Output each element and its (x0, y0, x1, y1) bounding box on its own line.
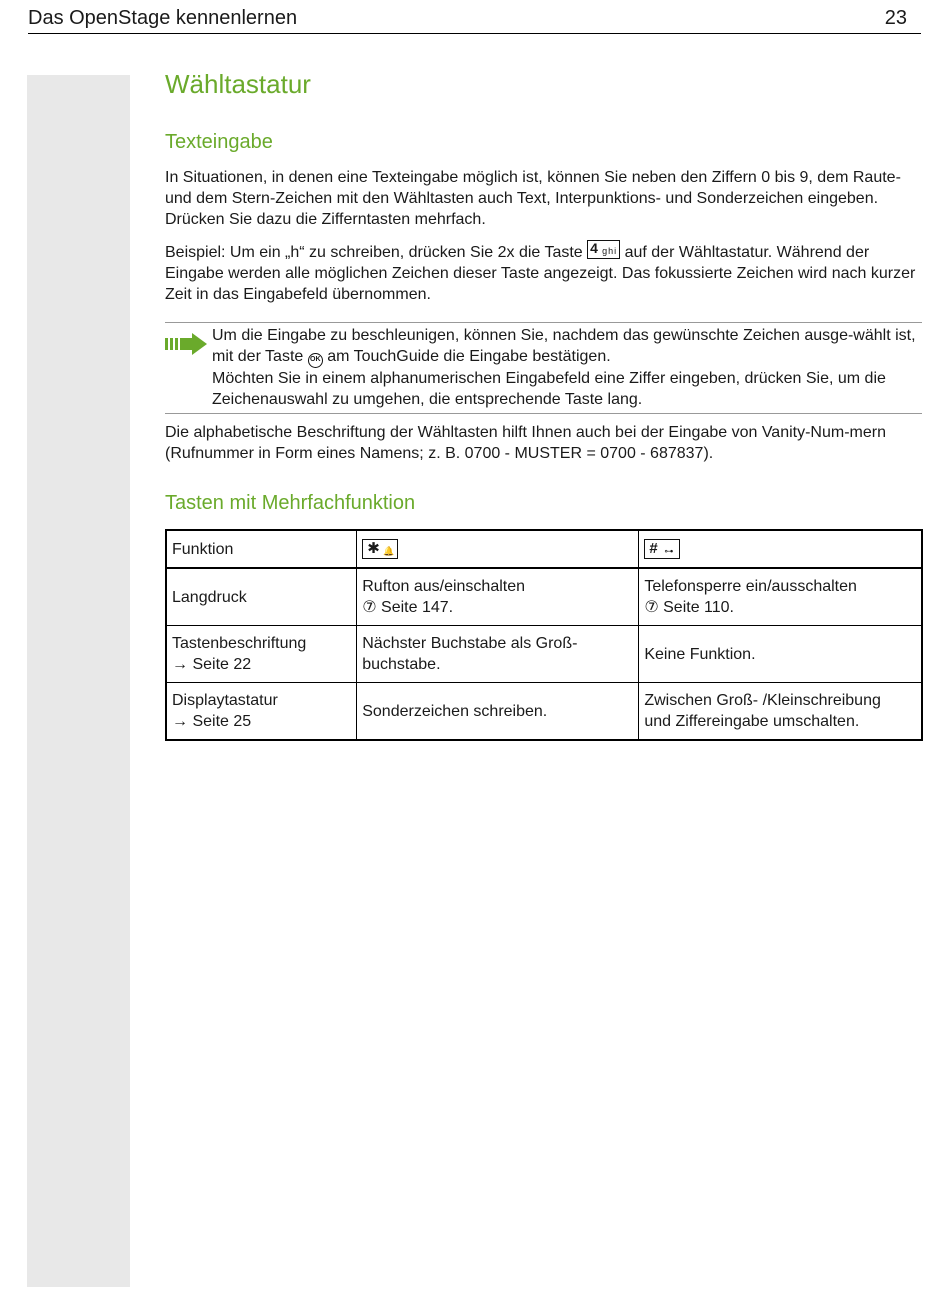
paragraph-intro: In Situationen, in denen eine Texteingabe möglich ist, können Sie neben den Ziffern 0 bis 9, dem Raute- und dem Stern-Zeichen mit den Wähltasten auch Text, Interpunktions- und Sonderzeichen eingeben. Drücken Sie dazu die Zifferntasten mehrfach. (165, 169, 901, 228)
cell-line: und Ziffereingabe umschalten. (644, 713, 860, 730)
key-4-icon (587, 240, 620, 259)
table-header-row (166, 530, 922, 568)
left-margin-bar (27, 75, 130, 1287)
cell-line: Langdruck (172, 588, 247, 606)
hint-text-before: Um die Eingabe zu beschleunigen, können Sie, nachdem das gewünschte Zeichen ausge-wählt ist, mit der Taste (212, 327, 916, 365)
cell-line: Sonderzeichen schreiben. (362, 702, 548, 720)
ok-key-icon: OK (308, 353, 323, 368)
cell-link[interactable]: ⑦ Seite 147. (362, 599, 454, 616)
page-title: Wähltastatur (165, 69, 311, 99)
page-header (28, 6, 921, 34)
example-text-after: auf der Wähltastatur. Während der Eingabe werden alle möglichen Zeichen dieser Taste angezeigt. Das fokussierte Zeichen wird nach kurzer Zeit in das Eingabefeld übernommen. (165, 244, 916, 303)
hint-arrow-icon (165, 333, 207, 355)
key-lock-icon: ⊶ (664, 546, 674, 557)
cell-link[interactable]: → Seite 25 (172, 713, 252, 730)
cell-line: Zwischen Groß- /Kleinschreibung (644, 692, 881, 709)
header-cell-star (357, 530, 639, 568)
key-letters: ghi (602, 246, 618, 256)
table-cell (639, 683, 922, 741)
cell-line: buchstabe. (362, 656, 441, 673)
cell-line: Rufton aus/einschalten (362, 578, 526, 595)
hint-text-after: am TouchGuide die Eingabe bestätigen. (327, 348, 611, 365)
cell-line: Telefonsperre ein/ausschalten (644, 578, 857, 595)
cell-link[interactable]: → Seite 22 (172, 656, 252, 673)
hint-line-1 (212, 325, 922, 368)
header-cell-hash (639, 530, 922, 568)
table-row (166, 626, 922, 683)
section-heading-texteingabe: Texteingabe (165, 131, 273, 153)
hash-symbol: # (649, 540, 658, 558)
star-key-icon (362, 539, 398, 559)
star-symbol: ✱ (367, 540, 380, 558)
function-table (165, 529, 923, 741)
cell-line: Keine Funktion. (644, 645, 756, 663)
table-cell (166, 683, 357, 741)
page-content (165, 68, 922, 730)
table-row (166, 568, 922, 626)
paragraph-example (165, 240, 922, 305)
table-cell (357, 626, 639, 683)
hint-box (165, 322, 922, 414)
bell-icon: 🔔 (383, 546, 395, 557)
table-cell (166, 626, 357, 683)
hint-text (212, 325, 922, 410)
paragraph-vanity: Die alphabetische Beschriftung der Wähltasten hilft Ihnen auch bei der Eingabe von Vanity-Num-mern (Rufnummer in Form eines Namens; z. B. 0700 - MUSTER = 0700 - 687837). (165, 424, 886, 462)
table-cell (357, 568, 639, 626)
table-cell (639, 626, 922, 683)
table-cell (166, 568, 357, 626)
chapter-title: Das OpenStage kennenlernen (28, 7, 298, 29)
page-number: 23 (884, 7, 907, 29)
hint-line-2: Möchten Sie in einem alphanumerischen Eingabefeld eine Ziffer eingeben, drücken Sie, um die Zeichenauswahl zu umgehen, die entsprechende Taste lang. (212, 370, 886, 408)
table-cell (639, 568, 922, 626)
key-digit: 4 (590, 240, 598, 256)
cell-line: Displaytastatur (172, 692, 278, 709)
cell-line: Nächster Buchstabe als Groß- (362, 635, 578, 652)
hash-key-icon (644, 539, 680, 559)
example-text-before: Beispiel: Um ein „h“ zu schreiben, drücken Sie 2x die Taste (165, 244, 583, 261)
section-heading-mehrfachfunktion: Tasten mit Mehrfachfunktion (165, 492, 416, 514)
header-cell-funktion: Funktion (166, 530, 357, 568)
cell-line: Tastenbeschriftung (172, 635, 307, 652)
table-row (166, 683, 922, 741)
cell-link[interactable]: ⑦ Seite 110. (644, 599, 734, 616)
table-cell (357, 683, 639, 741)
